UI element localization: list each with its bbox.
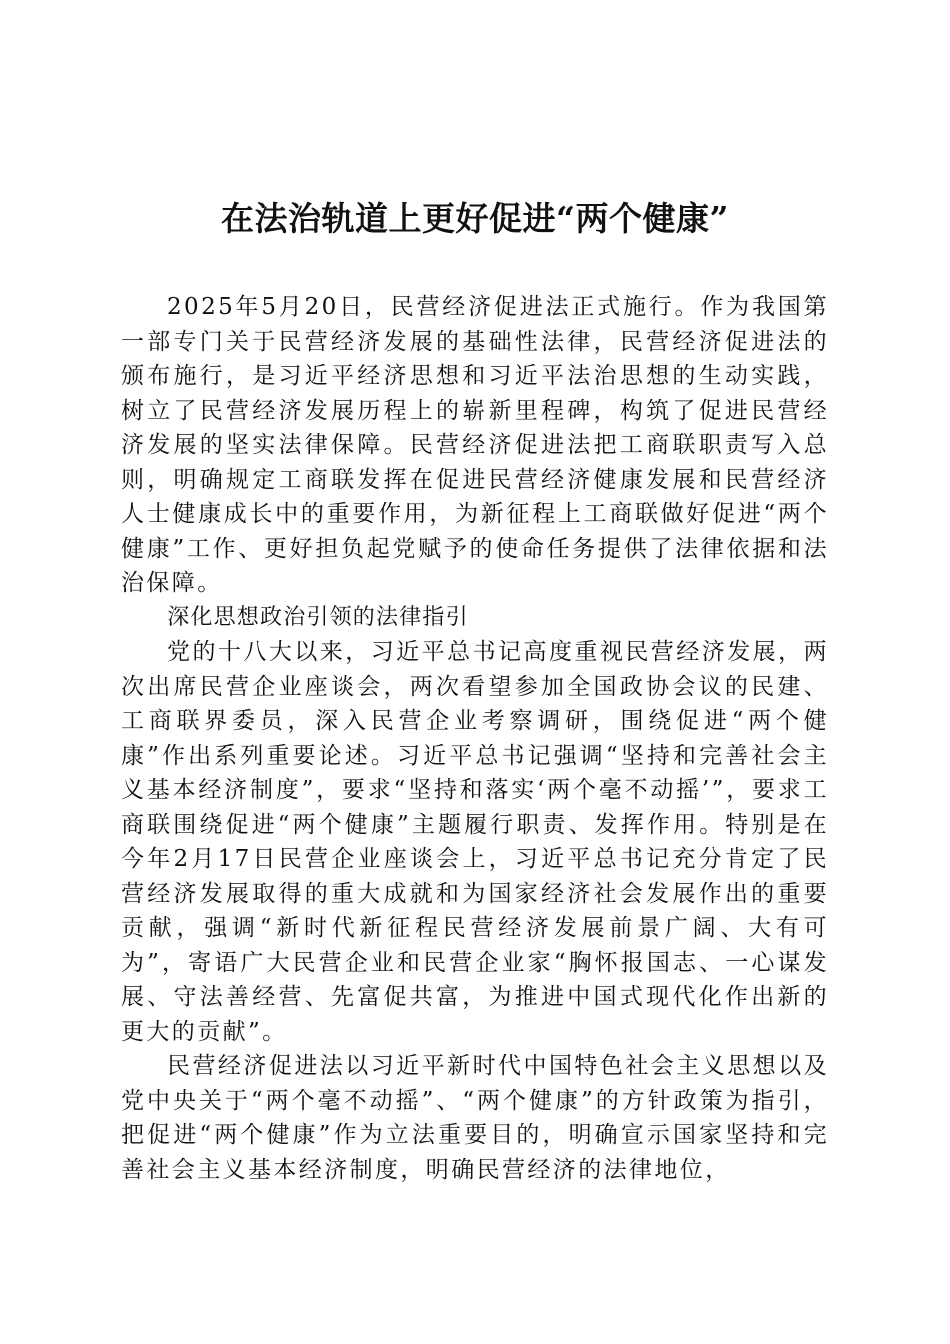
- paragraph-intro: 2025年5月20日，民营经济促进法正式施行。作为我国第一部专门关于民营经济发展的基础性法律，民营经济促进法的颁布施行，是习近平经济思想和习近平法治思想的生动实践，树立了民营经济发展历程上的崭新里程碑，构筑了促进民营经济发展的坚实法律保障。民营经济促进法把工商联职责写入总则，明确规定工商联发挥在促进民营经济健康发展和民营经济人士健康成长中的重要作用，为新征程上工商联做好促进“两个健康”工作、更好担负起党赋予的使命任务提供了法律依据和法治保障。: [121, 294, 829, 596]
- article-body: [121, 290, 829, 1187]
- section-heading: 深化思想政治引领的法律指引: [167, 604, 469, 630]
- paragraph-law: 民营经济促进法以习近平新时代中国特色社会主义思想以及党中央关于“两个毫不动摇”、“两个健康”的方针政策为指引，把促进“两个健康”作为立法重要目的，明确宣示国家坚持和完善社会主义基本经济制度，明确民营经济的法律地位，: [121, 1053, 829, 1183]
- paragraph-history: 党的十八大以来，习近平总书记高度重视民营经济发展，两次出席民营企业座谈会，两次看望参加全国政协会议的民建、工商联界委员，深入民营企业考察调研，围绕促进“两个健康”作出系列重要论述。习近平总书记强调“坚持和完善社会主义基本经济制度”，要求“坚持和落实‘两个毫不动摇’”，要求工商联围绕促进“两个健康”主题履行职责、发挥作用。特别是在今年2月17日民营企业座谈会上，习近平总书记充分肯定了民营经济发展取得的重大成就和为国家经济社会发展作出的重要贡献，强调“新时代新征程民营经济发展前景广阔、大有可为”，寄语广大民营企业和民营企业家“胸怀报国志、一心谋发展、守法善经营、先富促共富，为推进中国式现代化作出新的更大的贡献”。: [121, 639, 829, 1045]
- page-title: 在法治轨道上更好促进“两个健康”: [221, 199, 729, 238]
